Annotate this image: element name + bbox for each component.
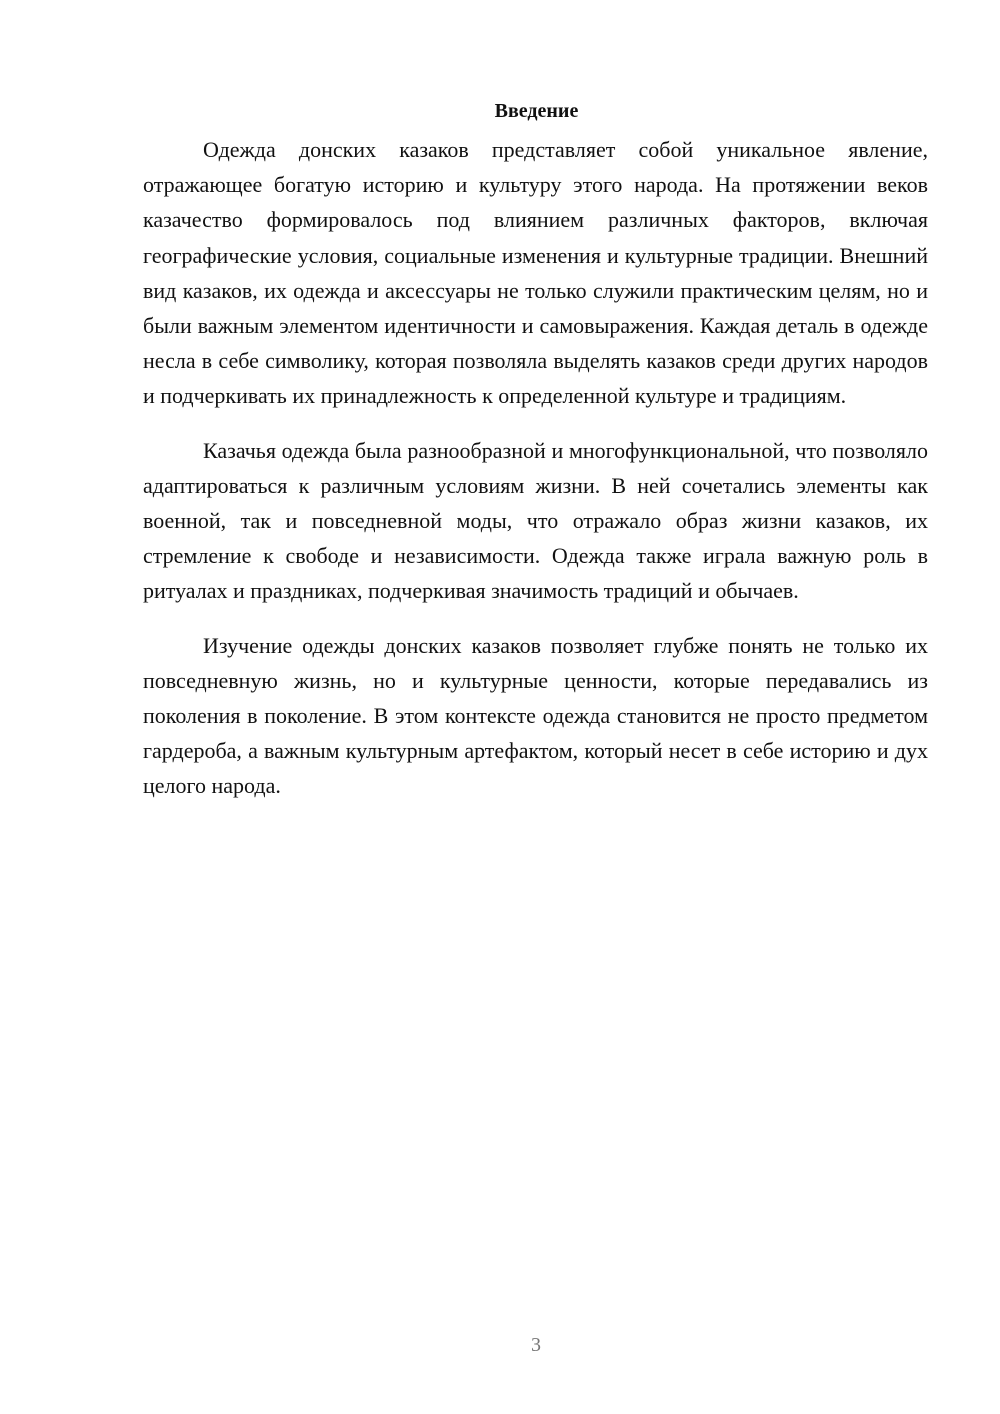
paragraph-2: Казачья одежда была разнообразной и многофункциональной, что позволяло адаптироваться к различным условиям жизни. В ней сочетались элементы как военной, так и повседневной моды, что отражало образ жизни казаков, их стремление к свободе и независимости. Одежда также играла важную роль в ритуалах и праздниках, подчеркивая значимость традиций и обычаев. [143, 437, 928, 604]
paragraph-3: Изучение одежды донских казаков позволяет глубже понять не только их повседневную жизнь, но и культурные ценности, которые передавались из поколения в поколение. В этом контексте одежда становится не просто предметом гардероба, а важным культурным артефактом, который несет в себе историю и дух целого народа. [143, 632, 928, 799]
page-content [143, 96, 928, 823]
section-title: Введение [494, 100, 579, 122]
page-number: 3 [531, 1334, 541, 1356]
paragraph-1: Одежда донских казаков представляет собой уникальное явление, отражающее богатую историю и культуру этого народа. На протяжении веков казачество формировалось под влиянием различных факторов, включая географические условия, социальные изменения и культурные традиции. Внешний вид казаков, их одежда и аксессуары не только служили практическим целям, но и были важным элементом идентичности и самовыражения. Каждая деталь в одежде несла в себе символику, которая позволяла выделять казаков среди других народов и подчеркивать их принадлежность к определенной культуре и традициям. [143, 137, 928, 409]
